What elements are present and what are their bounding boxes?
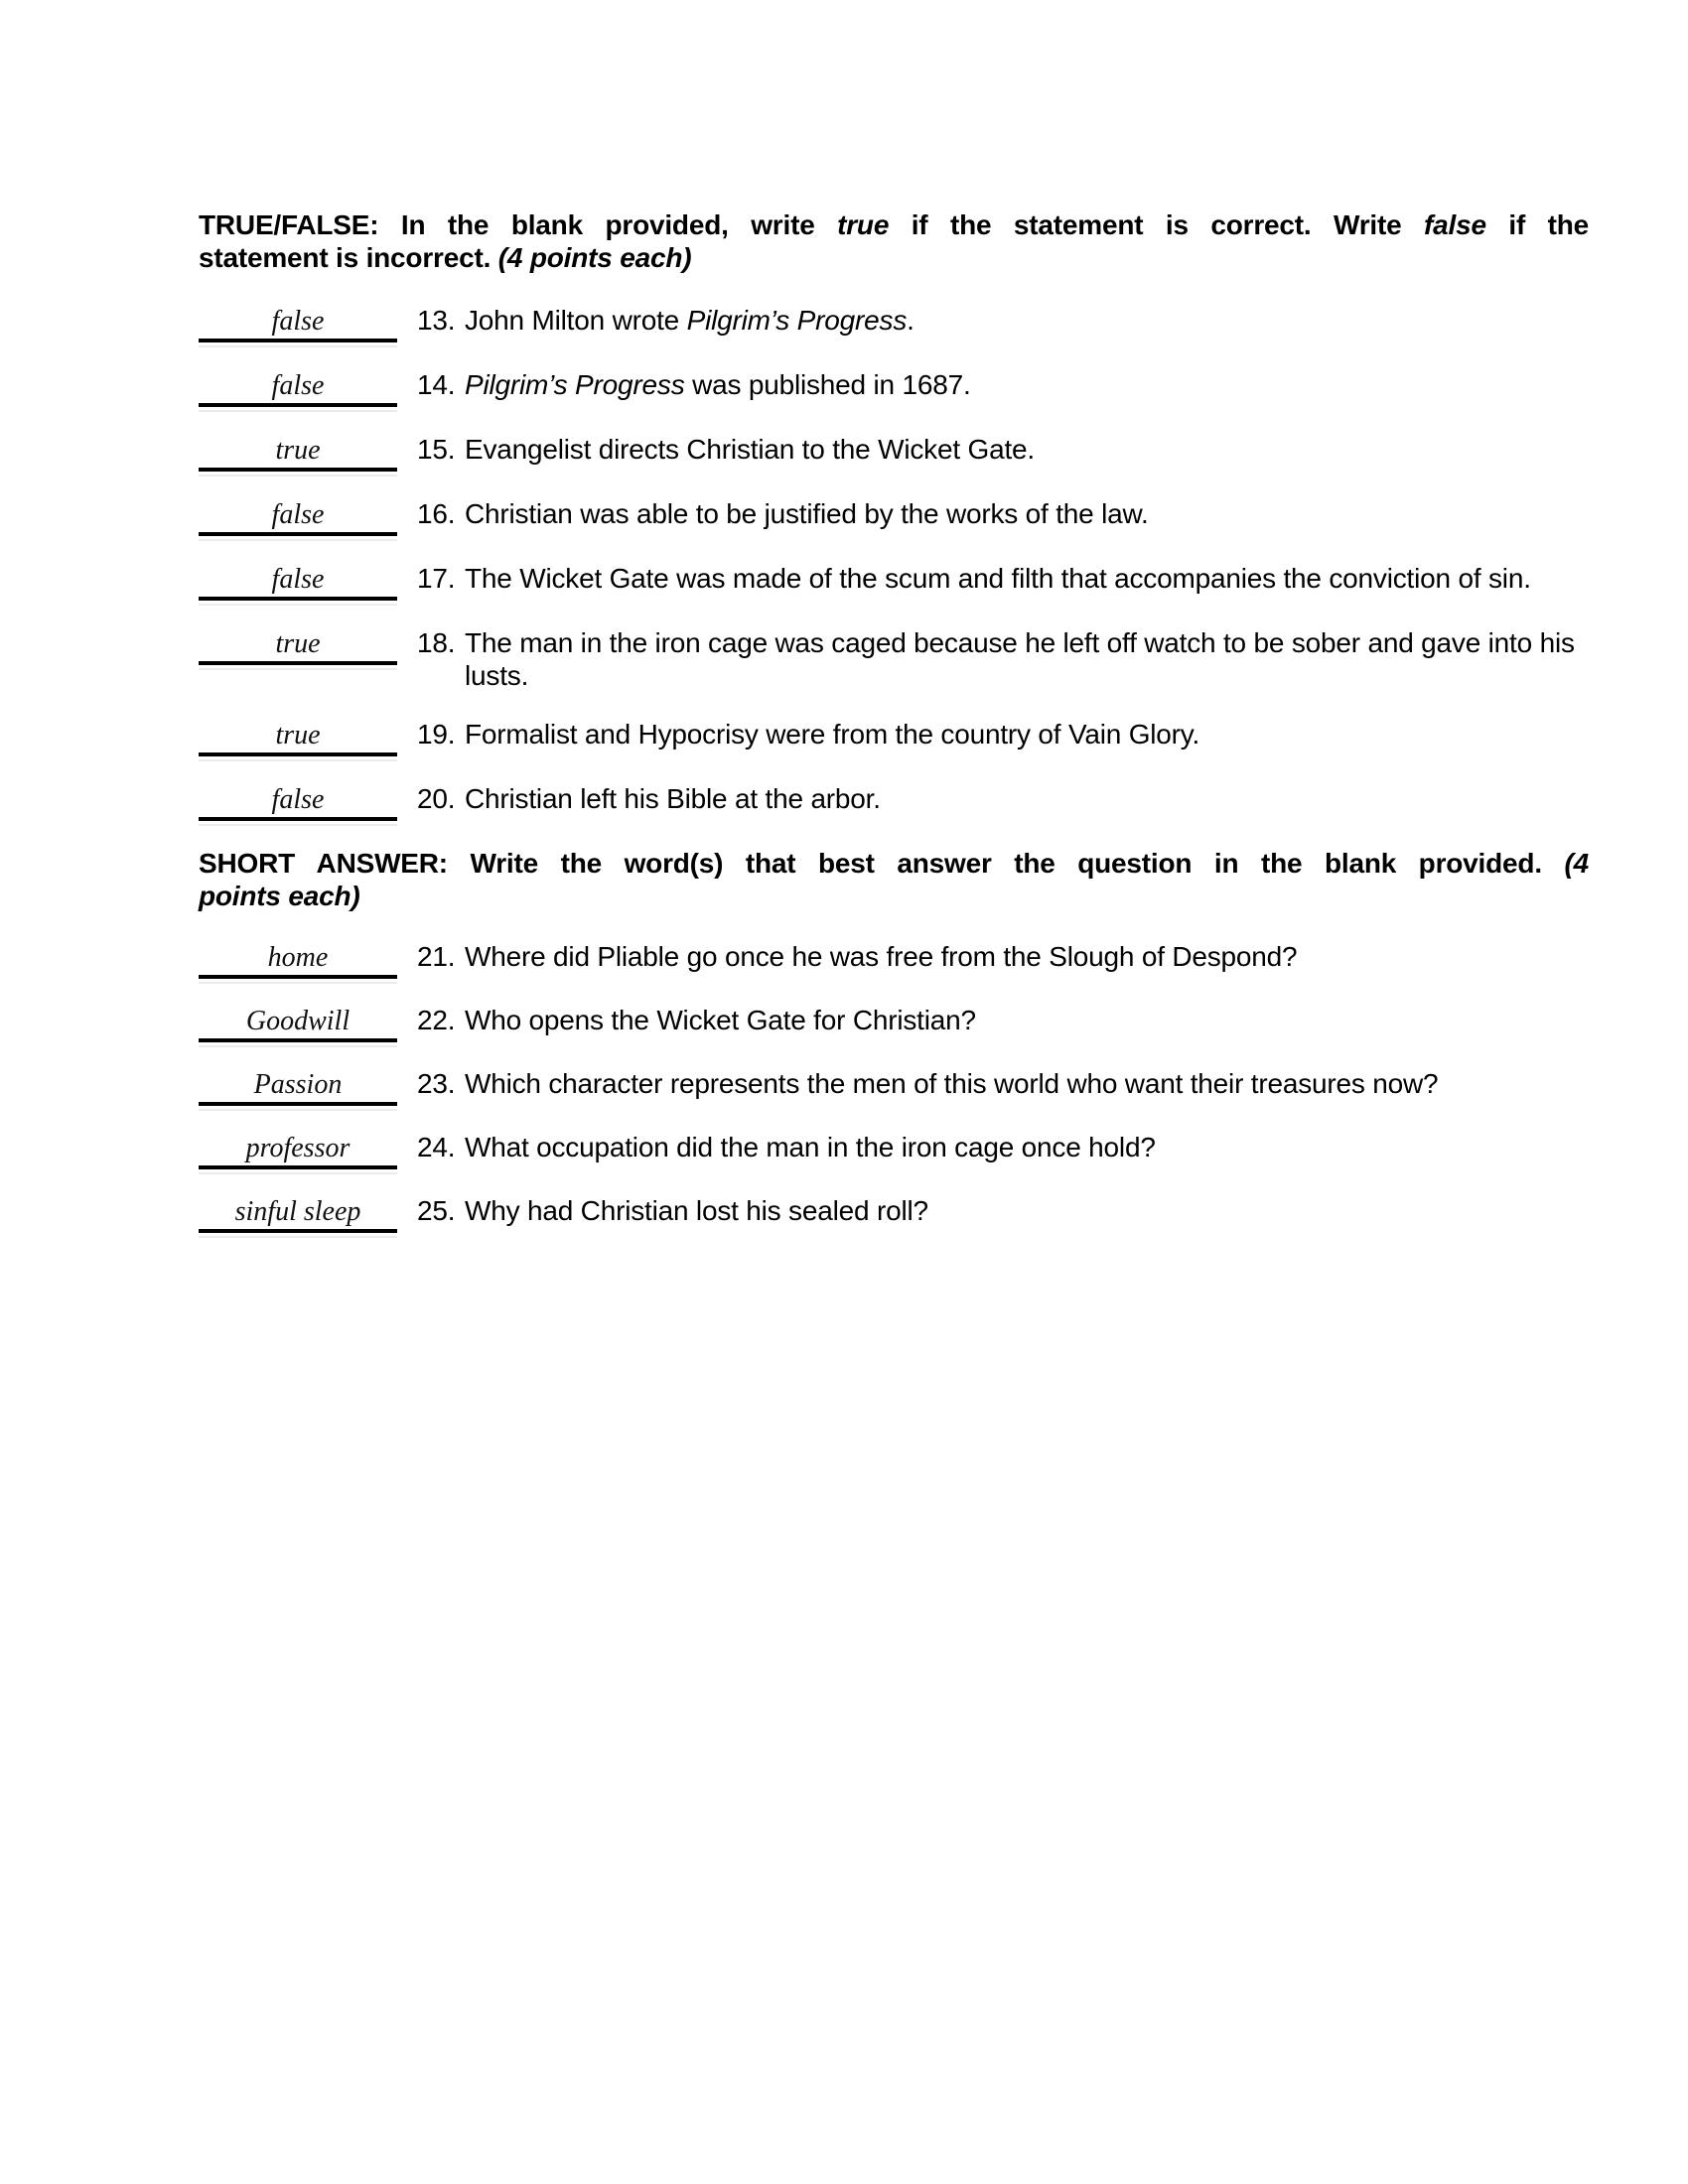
question-text-16: [465, 497, 1589, 530]
question-text-italic: Pilgrim’s Progress: [686, 305, 908, 336]
sa-header-points-open: (4: [1564, 848, 1589, 879]
answer-blank-14[interactable]: [199, 368, 397, 407]
answer-blank-20[interactable]: [199, 782, 397, 821]
question-number-13: 13.: [417, 305, 456, 336]
question-text-segment: What occupation did the man in the iron cage once hold?: [465, 1132, 1156, 1162]
question-text-19: [465, 718, 1589, 751]
question-row-16: [199, 497, 1589, 536]
answer-text-14: false: [271, 370, 325, 401]
answer-blank-25[interactable]: [199, 1194, 397, 1233]
answer-text-16: false: [271, 499, 325, 530]
question-row-24: [199, 1131, 1589, 1169]
question-text-segment: Evangelist directs Christian to the Wicket Gate.: [465, 434, 1035, 465]
answer-text-20: false: [271, 784, 325, 815]
question-number-20: 20.: [417, 783, 456, 814]
sa-section-header-line2: [199, 880, 1589, 912]
question-row-19: [199, 718, 1589, 756]
answer-text-13: false: [271, 306, 325, 337]
question-text-segment: Which character represents the men of this world who want their treasures now?: [465, 1068, 1439, 1099]
tf-header-segment: statement is incorrect.: [199, 242, 498, 273]
question-number-22: 22.: [417, 1005, 456, 1035]
question-text-segment: The man in the iron cage was caged because he left off watch to be sober and gave into his lusts.: [465, 627, 1575, 691]
question-number-19: 19.: [417, 719, 456, 750]
answer-text-17: false: [271, 564, 325, 595]
answer-text-21: home: [267, 942, 329, 973]
question-text-22: [465, 1004, 1589, 1036]
question-text-segment: Christian left his Bible at the arbor.: [465, 783, 881, 814]
answer-blank-19[interactable]: [199, 718, 397, 756]
question-text-segment: .: [907, 305, 914, 336]
question-number-17: 17.: [417, 563, 456, 594]
answer-text-23: Passion: [253, 1069, 343, 1100]
answer-blank-15[interactable]: [199, 433, 397, 472]
question-text-15: [465, 433, 1589, 466]
question-number-23: 23.: [417, 1068, 456, 1099]
question-number-16: 16.: [417, 498, 456, 529]
question-row-22: [199, 1004, 1589, 1042]
question-text-20: [465, 782, 1589, 815]
tf-header-segment: if the: [1485, 209, 1589, 240]
question-text-13: [465, 304, 1589, 337]
answer-text-15: true: [275, 435, 321, 466]
sa-section-header-line1: [199, 847, 1589, 880]
answer-text-25: sinful sleep: [234, 1196, 361, 1227]
answer-blank-23[interactable]: [199, 1067, 397, 1106]
answer-blank-22[interactable]: [199, 1004, 397, 1042]
question-row-14: [199, 368, 1589, 407]
question-text-segment: John Milton wrote: [465, 305, 687, 336]
tf-header-emphasis-true: true: [837, 209, 890, 240]
tf-section-header-line2: [199, 241, 1589, 274]
question-row-25: [199, 1194, 1589, 1233]
answer-text-22: Goodwill: [245, 1006, 351, 1036]
question-text-segment: Who opens the Wicket Gate for Christian?: [465, 1005, 976, 1035]
question-row-20: [199, 782, 1589, 821]
question-text-17: [465, 562, 1589, 595]
question-number-21: 21.: [417, 941, 456, 972]
question-text-segment: was published in 1687.: [684, 369, 971, 400]
answer-blank-17[interactable]: [199, 562, 397, 601]
question-text-25: [465, 1194, 1589, 1227]
question-number-14: 14.: [417, 369, 456, 400]
answer-blank-16[interactable]: [199, 497, 397, 536]
answer-blank-18[interactable]: [199, 626, 397, 665]
sa-header-segment: SHORT ANSWER: Write the word(s) that best answer the question in the blank provided.: [199, 848, 1565, 879]
tf-header-emphasis-false: false: [1424, 209, 1486, 240]
question-text-segment: Where did Pliable go once he was free from the Slough of Despond?: [465, 941, 1298, 972]
question-row-15: [199, 433, 1589, 472]
question-number-15: 15.: [417, 434, 456, 465]
question-text-14: [465, 368, 1589, 401]
page-content: [199, 208, 1589, 1258]
tf-header-points: (4 points each): [497, 242, 692, 273]
answer-text-18: true: [275, 628, 321, 659]
question-text-italic: Pilgrim’s Progress: [465, 369, 685, 400]
question-text-segment: Formalist and Hypocrisy were from the country of Vain Glory.: [465, 719, 1200, 750]
question-text-segment: Why had Christian lost his sealed roll?: [465, 1195, 928, 1226]
question-row-13: [199, 304, 1589, 342]
tf-header-segment: if the statement is correct. Write: [889, 209, 1425, 240]
question-text-segment: The Wicket Gate was made of the scum and filth that accompanies the conviction of sin.: [465, 563, 1531, 594]
question-row-17: [199, 562, 1589, 601]
question-text-21: [465, 940, 1589, 973]
sa-header-points-close: points each): [199, 881, 360, 911]
question-row-21: [199, 940, 1589, 979]
question-text-18: [465, 626, 1589, 692]
tf-header-segment: TRUE/FALSE: In the blank provided, write: [199, 209, 838, 240]
answer-blank-13[interactable]: [199, 304, 397, 342]
question-text-24: [465, 1131, 1589, 1163]
question-row-23: [199, 1067, 1589, 1106]
tf-section-header-line1: [199, 208, 1589, 241]
question-text-segment: Christian was able to be justified by the works of the law.: [465, 498, 1149, 529]
question-number-25: 25.: [417, 1195, 456, 1226]
answer-text-24: professor: [245, 1133, 351, 1163]
question-number-18: 18.: [417, 627, 456, 658]
answer-blank-21[interactable]: [199, 940, 397, 979]
question-number-24: 24.: [417, 1132, 456, 1162]
answer-blank-24[interactable]: [199, 1131, 397, 1169]
answer-text-19: true: [275, 720, 321, 751]
question-text-23: [465, 1067, 1589, 1100]
question-row-18: [199, 626, 1589, 692]
